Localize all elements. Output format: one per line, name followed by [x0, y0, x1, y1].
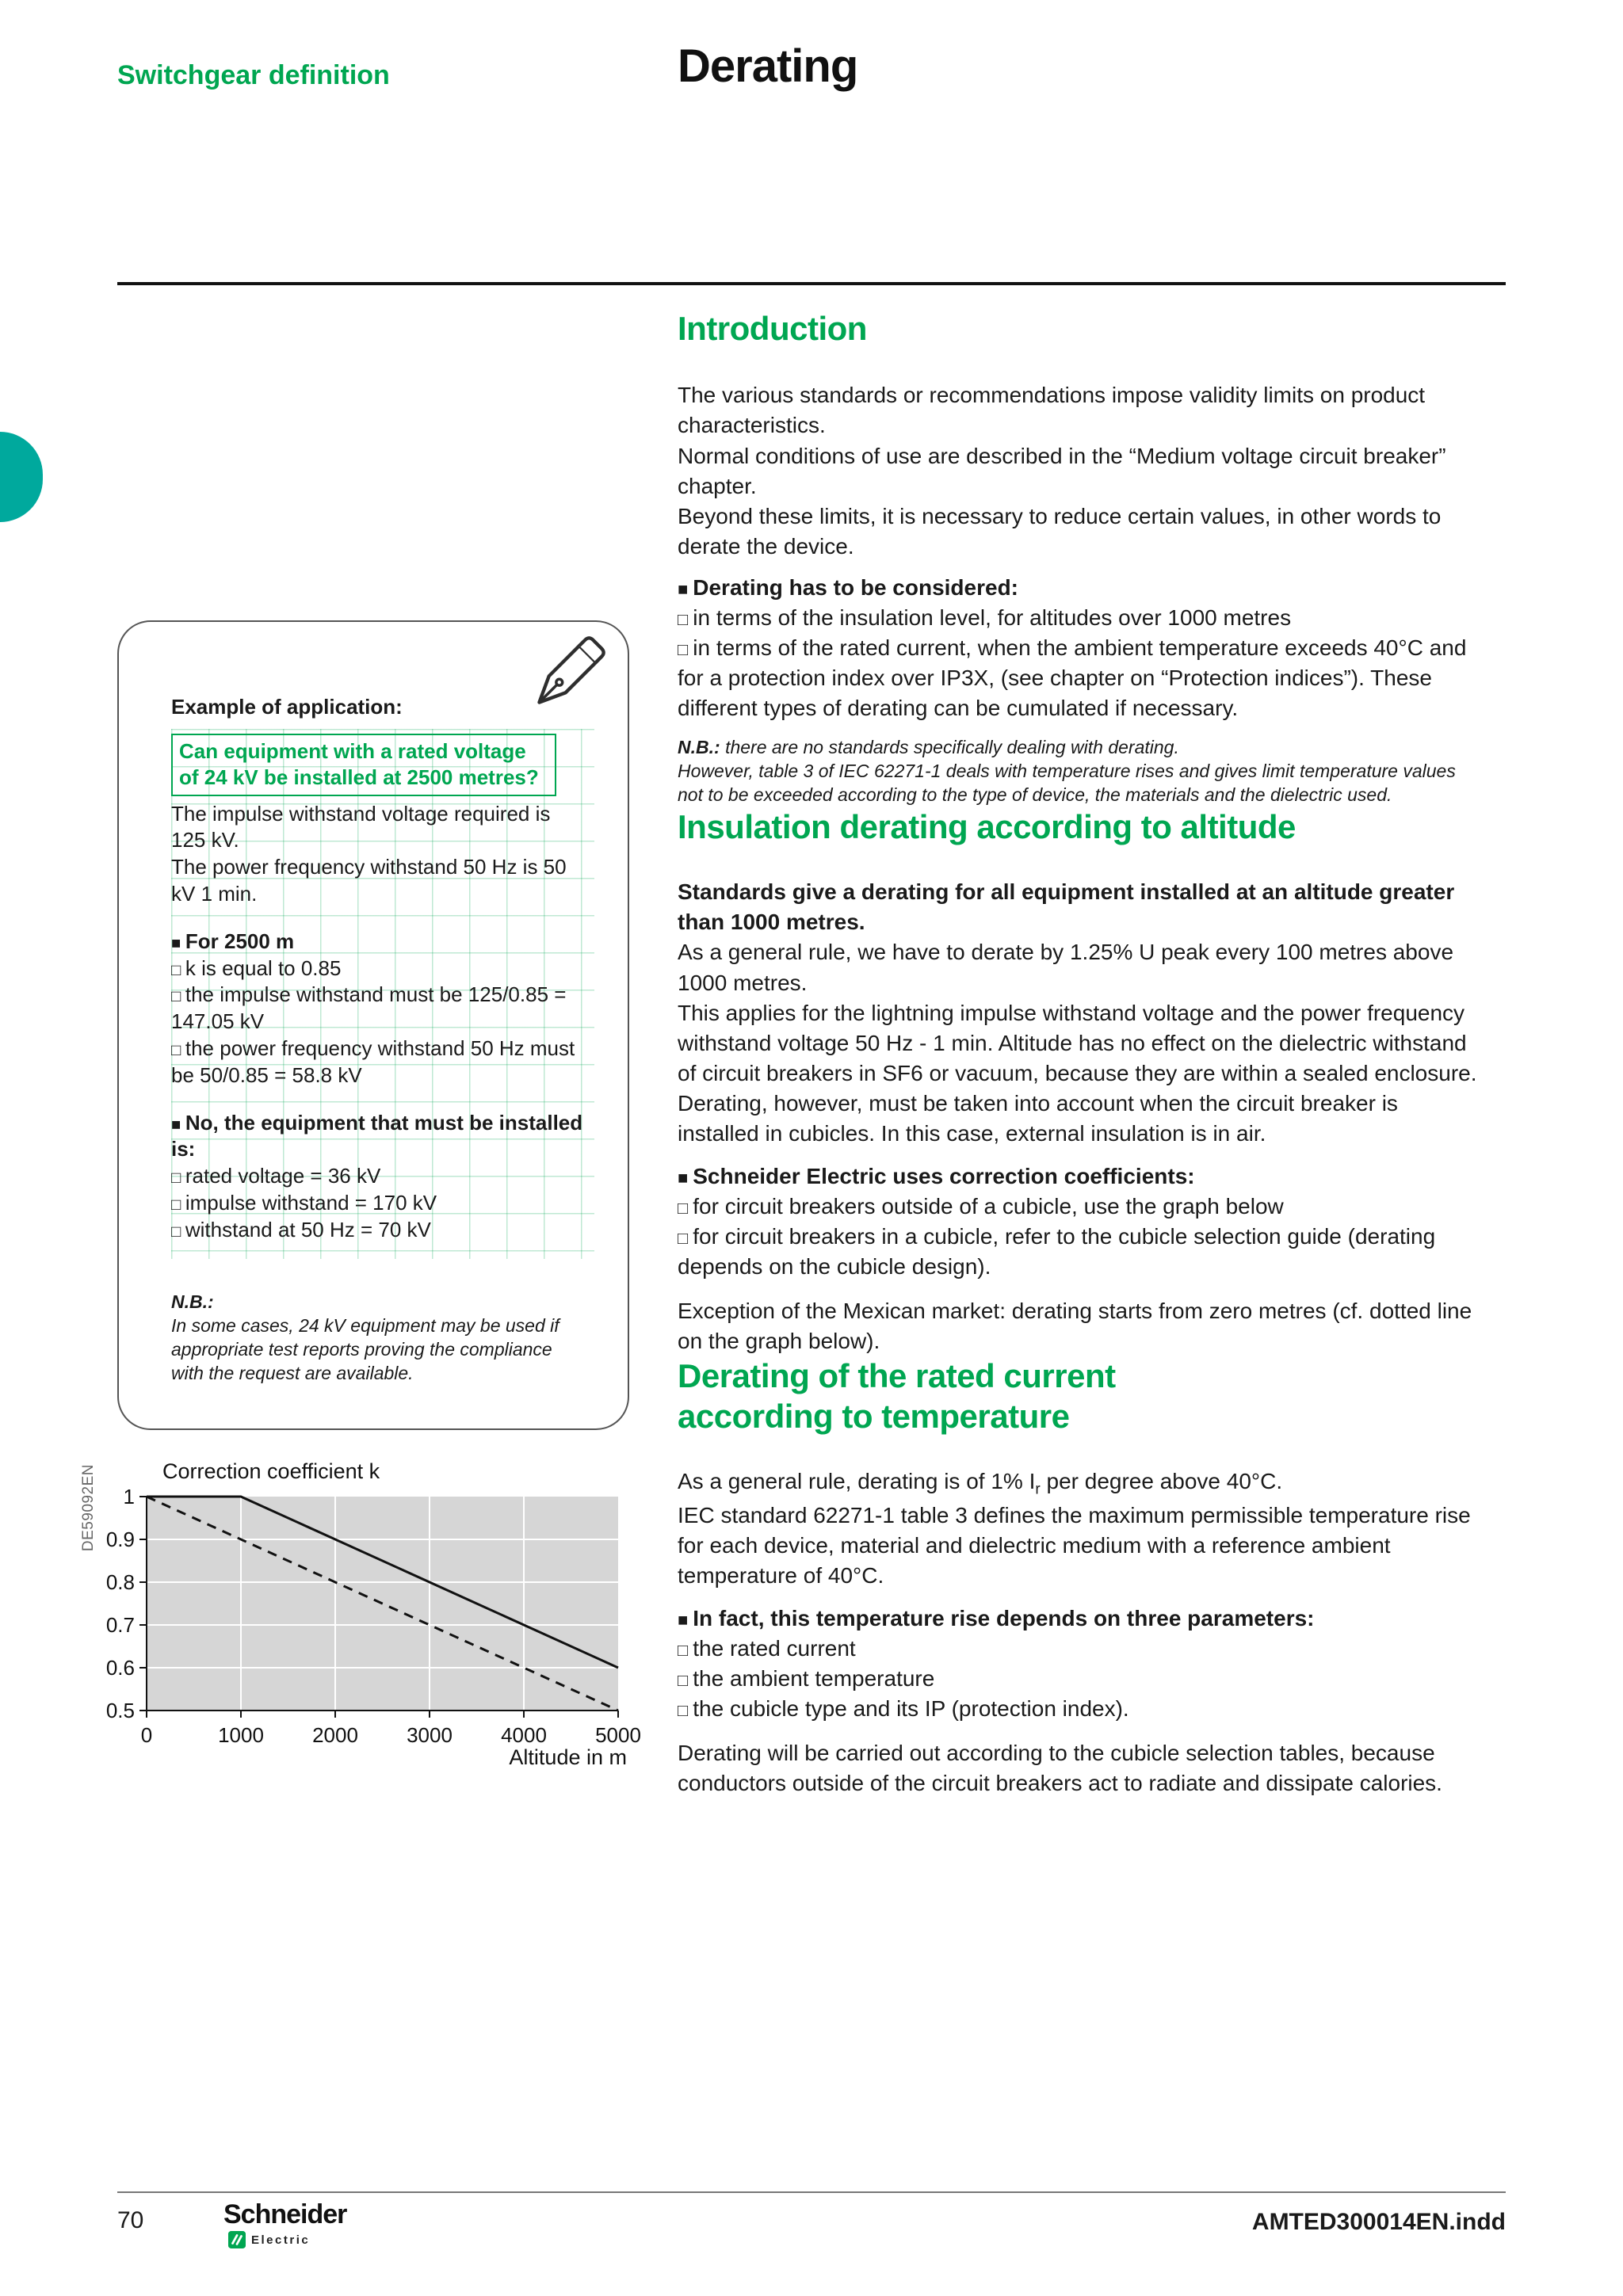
footer-divider: [117, 2191, 1506, 2193]
section-current-derating: [678, 1356, 1480, 1798]
paragraph: The power frequency withstand 50 Hz is 50 kV 1 min.: [171, 855, 567, 906]
list-item: □ impulse withstand = 170 kV: [171, 1190, 583, 1217]
coefficients-bullet-list: [678, 1161, 1480, 1282]
note-label: N.B.:: [678, 737, 720, 758]
list-item: □ in terms of the rated current, when the ambient temperature exceeds 40°C and for a protection index over IP3X, (see chapter on “Protection indices”). These different types of derating can be cumulated if necessary.: [678, 633, 1480, 723]
subscript-r: r: [1035, 1481, 1041, 1498]
paragraph: IEC standard 62271-1 table 3 defines the maximum permissible temperature rise for each device, material and dielectric medium with a reference ambient temperature of 40°C.: [678, 1502, 1471, 1588]
note-line: N.B.: there are no standards specifically dealing with derating.: [678, 737, 1179, 758]
example-list-1: [171, 929, 583, 1089]
list-item: □ withstand at 50 Hz = 70 kV: [171, 1217, 583, 1244]
svg-text:5000: 5000: [595, 1723, 641, 1747]
note-block: [678, 736, 1480, 807]
list-item: □ rated voltage = 36 kV: [171, 1163, 583, 1190]
lead-paragraph: Standards give a derating for all equipment installed at an altitude greater than 1000 metres.: [678, 879, 1455, 935]
parameters-bullet-list: [678, 1604, 1480, 1724]
svg-text:0.5: 0.5: [105, 1699, 135, 1722]
list-item-title: ■ In fact, this temperature rise depends on three parameters:: [678, 1604, 1480, 1634]
document-reference: AMTED300014EN.indd: [1251, 2209, 1506, 2235]
example-box: [117, 620, 629, 1430]
list-item-title: ■ Derating has to be considered:: [678, 573, 1480, 603]
svg-text:2000: 2000: [312, 1723, 358, 1747]
section-eyebrow: Switchgear definition: [117, 60, 390, 90]
chart-title: Correction coefficient k: [162, 1459, 380, 1483]
svg-text:1000: 1000: [218, 1723, 264, 1747]
exception-paragraph: Exception of the Mexican market: derating starts from zero metres (cf. dotted line on the graph below).: [678, 1299, 1472, 1354]
section-introduction: [678, 309, 1480, 807]
svg-text:4000: 4000: [501, 1723, 547, 1747]
correction-chart: [75, 1485, 641, 1749]
list-item: □ in terms of the insulation level, for altitudes over 1000 metres: [678, 603, 1480, 633]
paragraph: The various standards or recommendations impose validity limits on product characteristics.: [678, 383, 1426, 438]
list-item-title: ■ Schneider Electric uses correction coefficients:: [678, 1161, 1480, 1192]
current-derating-heading: Derating of the rated current according to temperature: [678, 1357, 1116, 1435]
list-item: □ for circuit breakers in a cubicle, refer to the cubicle selection guide (derating depends on the cubicle design).: [678, 1222, 1480, 1282]
list-item: □ the power frequency withstand 50 Hz must be 50/0.85 = 58.8 kV: [171, 1035, 583, 1089]
schneider-logo-mark-icon: [228, 2231, 246, 2248]
logo-sub-wordmark: Electric: [251, 2233, 311, 2247]
list-item: □ the cubicle type and its IP (protection index).: [678, 1694, 1480, 1724]
example-note: N.B.: In some cases, 24 kV equipment may be used if appropriate test reports proving the compliance with the request are available.: [171, 1291, 583, 1386]
insulation-derating-heading: Insulation derating according to altitude: [678, 807, 1296, 845]
paragraph: Beyond these limits, it is necessary to reduce certain values, in other words to derate the device.: [678, 503, 1442, 559]
list-item-title: ■ No, the equipment that must be installed is:: [171, 1110, 583, 1164]
paragraph: Derating will be carried out according to the cubicle selection tables, because conductors outside of the circuit breakers act to radiate and dissipate calories.: [678, 1741, 1442, 1796]
list-item: □ the rated current: [678, 1634, 1480, 1664]
header-divider: [117, 282, 1506, 285]
list-item: □ for circuit breakers outside of a cubicle, use the graph below: [678, 1192, 1480, 1222]
example-list-2: [171, 1110, 583, 1244]
note-label: N.B.:: [171, 1291, 214, 1313]
paragraph: As a general rule, we have to derate by 1.25% U peak every 100 metres above 1000 metres.: [678, 940, 1454, 995]
figure-code: DE59092EN: [80, 1464, 97, 1552]
page-edge-tab: [0, 432, 43, 522]
svg-text:0: 0: [140, 1723, 153, 1747]
chart-x-axis-label: Altitude in m: [509, 1745, 627, 1769]
svg-text:0.9: 0.9: [105, 1527, 135, 1551]
introduction-heading: Introduction: [678, 310, 867, 347]
paragraph: As a general rule, derating is of 1% $I_r$ per degree above 40°C.: [678, 1469, 1283, 1498]
list-item: □ the impulse withstand must be 125/0.85 = 147.05 kV: [171, 982, 583, 1035]
paragraph: The impulse withstand voltage required is 125 kV.: [171, 801, 551, 852]
paragraph: This applies for the lightning impulse withstand voltage and the power frequency withstand voltage 50 Hz - 1 min. Altitude has no effect on the dielectric withstand of circuit breakers in SF6 or vacuum, because they are within a sealed enclosure. Derating, however, must be taken into account when the circuit breaker is installed in cubicles. In this case, external insulation is in air.: [678, 1000, 1477, 1146]
logo-wordmark: Schneider: [223, 2199, 347, 2229]
main-column: [678, 309, 1480, 1798]
example-grid-area: [171, 729, 594, 1259]
page-title: Derating: [678, 40, 858, 92]
pen-icon: [531, 635, 607, 711]
list-item-title: ■ For 2500 m: [171, 929, 583, 955]
note-line: However, table 3 of IEC 62271-1 deals with temperature rises and gives limit temperature values not to be exceeded according to the type of device, the materials and the dielectric used.: [678, 761, 1456, 806]
example-title: Example of application:: [171, 695, 403, 719]
section-insulation-derating: [678, 807, 1480, 1357]
paragraph: Normal conditions of use are described in the “Medium voltage circuit breaker” chapter.: [678, 443, 1446, 498]
svg-text:1: 1: [123, 1485, 135, 1508]
intro-bullet-list: [678, 573, 1480, 723]
svg-text:0.8: 0.8: [105, 1570, 135, 1594]
list-item: □ k is equal to 0.85: [171, 955, 583, 982]
page-number: 70: [117, 2207, 144, 2233]
list-item: □ the ambient temperature: [678, 1664, 1480, 1694]
correction-coefficient-figure: [75, 1459, 641, 1770]
svg-text:3000: 3000: [407, 1723, 453, 1747]
schneider-logo: [223, 2199, 346, 2248]
svg-text:0.7: 0.7: [105, 1613, 135, 1637]
example-question: Can equipment with a rated voltage of 24 kV be installed at 2500 metres?: [171, 734, 556, 796]
svg-text:0.6: 0.6: [105, 1656, 135, 1680]
